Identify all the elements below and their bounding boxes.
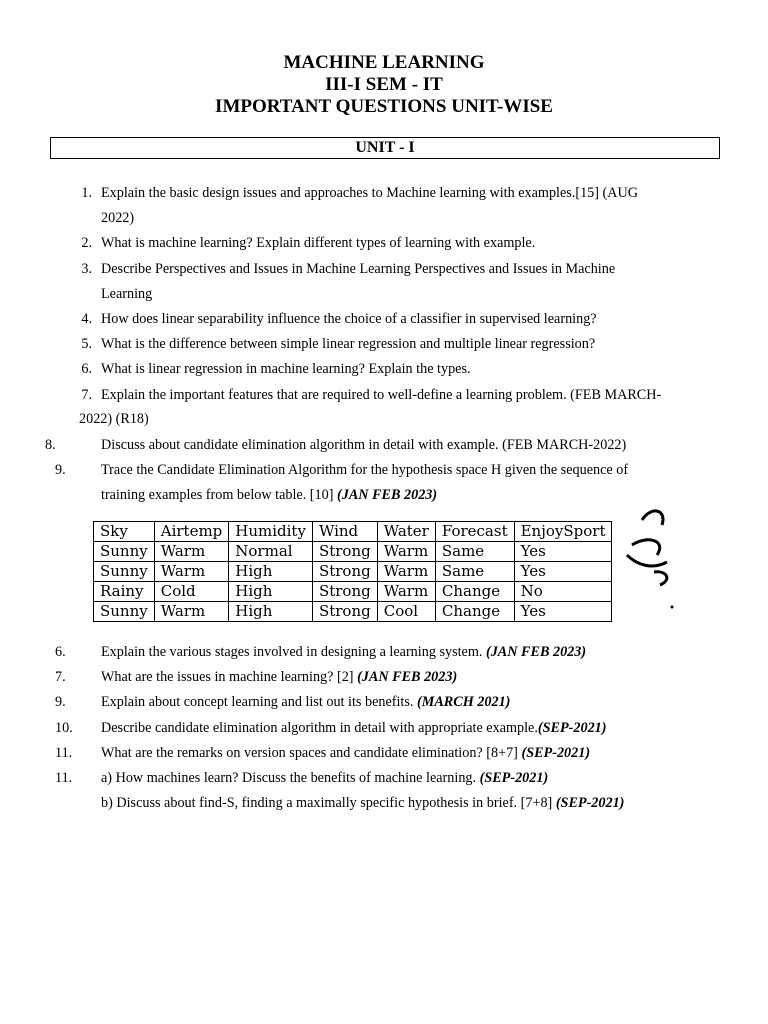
table-cell: No bbox=[514, 582, 612, 602]
table-header-row bbox=[94, 522, 612, 542]
exam-date-tag: (JAN FEB 2023) bbox=[357, 669, 458, 685]
table-header-cell: Water bbox=[377, 522, 435, 542]
exam-date-tag: (SEP-2021) bbox=[537, 720, 607, 736]
document-header bbox=[0, 52, 768, 118]
table-cell: Yes bbox=[514, 542, 612, 562]
table-cell: High bbox=[229, 602, 313, 622]
table-cell: Change bbox=[435, 602, 514, 622]
table-cell: Strong bbox=[312, 542, 377, 562]
table-header-cell: Sky bbox=[94, 522, 155, 542]
table-row bbox=[94, 602, 612, 622]
table-cell: Cool bbox=[377, 602, 435, 622]
table-cell: Strong bbox=[312, 602, 377, 622]
table-cell: Sunny bbox=[94, 562, 155, 582]
table-cell: Normal bbox=[229, 542, 313, 562]
table-cell: Yes bbox=[514, 562, 612, 582]
table-cell: High bbox=[229, 582, 313, 602]
table-header-cell: Forecast bbox=[435, 522, 514, 542]
table-cell: Cold bbox=[154, 582, 229, 602]
table-cell: Strong bbox=[312, 562, 377, 582]
table-cell: Strong bbox=[312, 582, 377, 602]
question-text: Explain the basic design issues and approaches to Machine learning with examples.[15] (AUG bbox=[101, 185, 639, 201]
exam-date-tag: (MARCH 2021) bbox=[417, 694, 511, 710]
table-cell: Warm bbox=[377, 582, 435, 602]
table-header-cell: Airtemp bbox=[154, 522, 229, 542]
table-header-cell: Wind bbox=[312, 522, 377, 542]
semester-title: III-I SEM - IT bbox=[325, 74, 443, 95]
table-cell: Warm bbox=[154, 562, 229, 582]
table-row bbox=[94, 562, 612, 582]
exam-date-tag: (SEP-2021) bbox=[479, 770, 549, 786]
table-cell: Warm bbox=[154, 602, 229, 622]
table-cell: Sunny bbox=[94, 542, 155, 562]
table-cell: Warm bbox=[377, 562, 435, 582]
table-cell: High bbox=[229, 562, 313, 582]
table-cell: Rainy bbox=[94, 582, 155, 602]
watermark-scribble bbox=[612, 500, 682, 610]
exam-date-tag: (JAN FEB 2023) bbox=[485, 644, 587, 660]
table-row bbox=[94, 542, 612, 562]
table-cell: Same bbox=[435, 542, 514, 562]
table-header-cell: Humidity bbox=[229, 522, 313, 542]
table-header-cell: EnjoySport bbox=[514, 522, 612, 542]
question-number: 1. bbox=[81, 185, 92, 201]
table-row bbox=[94, 582, 612, 602]
table-cell: Change bbox=[435, 582, 514, 602]
exam-date-tag: (JAN FEB 2023) bbox=[337, 487, 438, 503]
document-title: IMPORTANT QUESTIONS UNIT-WISE bbox=[215, 96, 553, 117]
exam-date-tag: (SEP-2021) bbox=[521, 745, 591, 761]
exam-date-tag: (SEP-2021) bbox=[555, 795, 625, 811]
table-cell: Same bbox=[435, 562, 514, 582]
table-cell: Warm bbox=[154, 542, 229, 562]
course-title: MACHINE LEARNING bbox=[283, 52, 485, 73]
table-cell: Yes bbox=[514, 602, 612, 622]
table-cell: Warm bbox=[377, 542, 435, 562]
table-cell: Sunny bbox=[94, 602, 155, 622]
training-examples-table bbox=[93, 521, 612, 622]
unit-heading: UNIT - I bbox=[50, 137, 720, 159]
